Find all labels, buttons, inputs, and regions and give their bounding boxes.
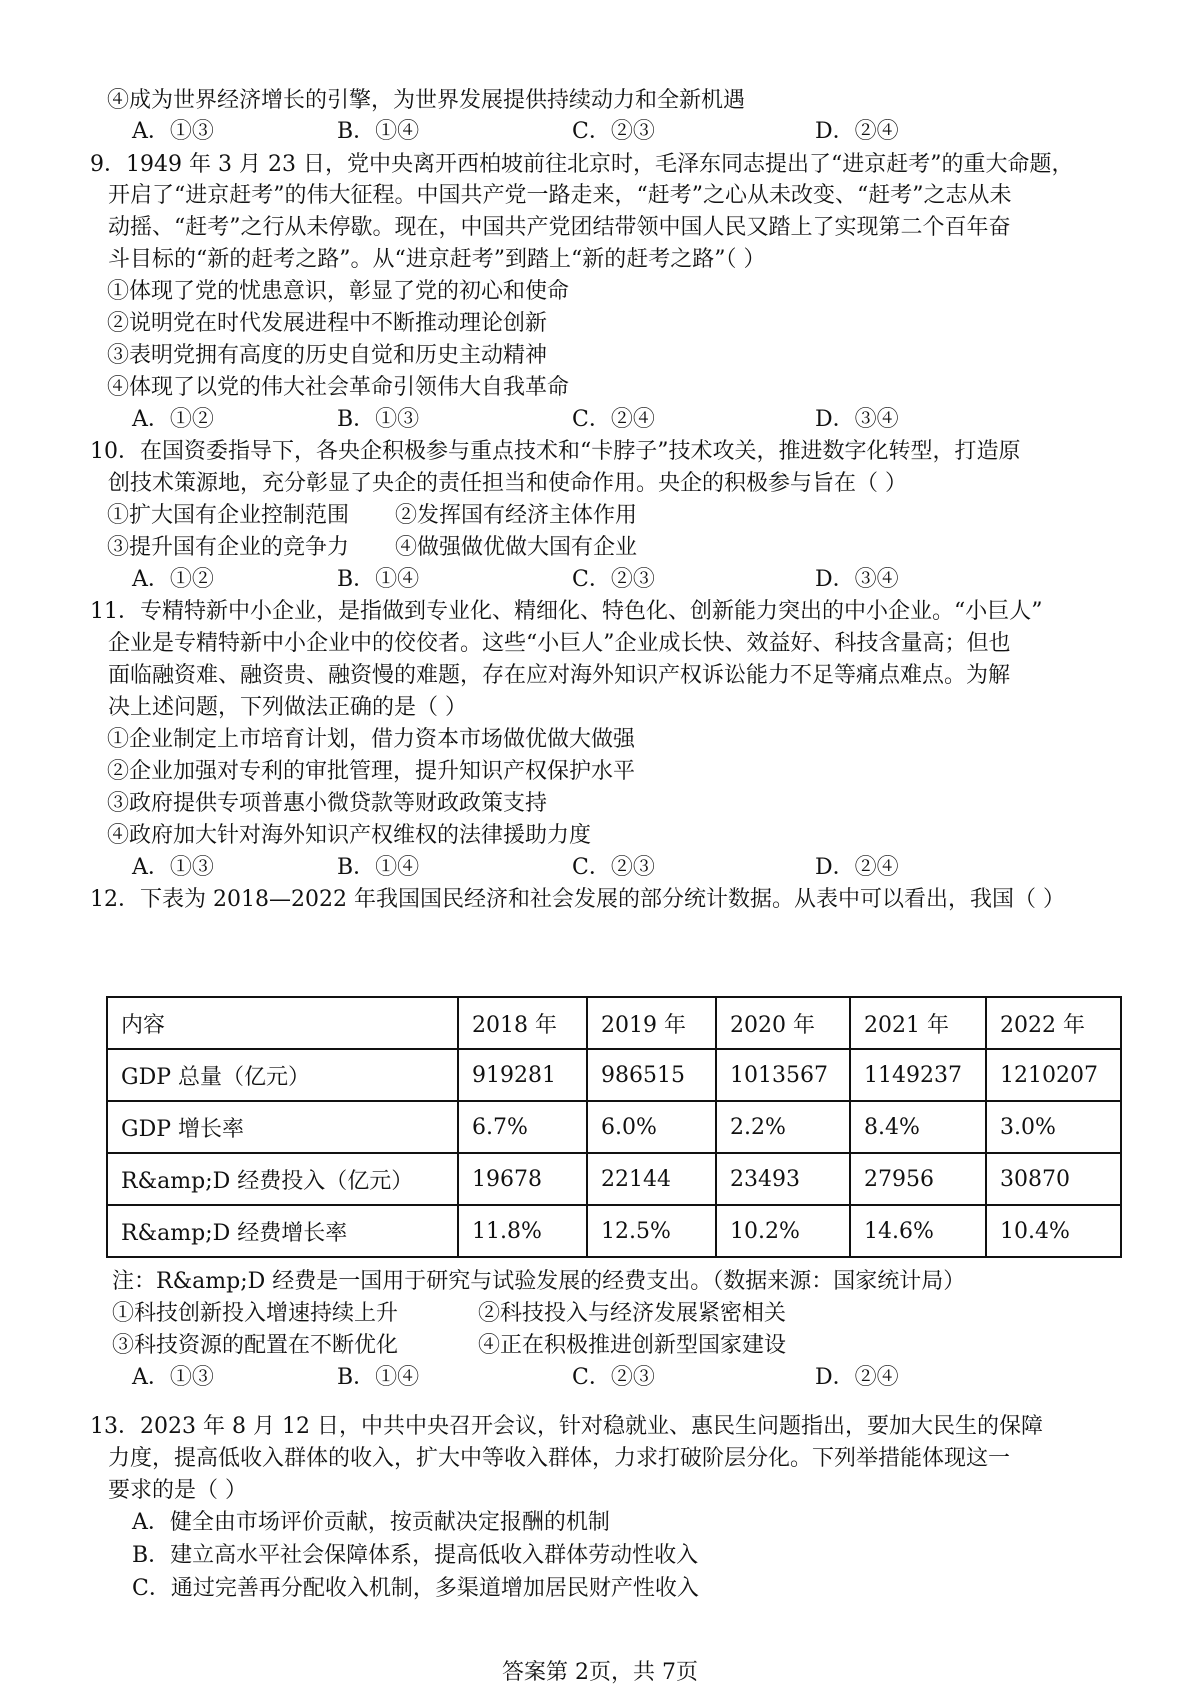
- q12-table-note: 注：R&amp;D 经费是一国用于研究与试验发展的经费支出。（数据来源：国家统计局）: [112, 1269, 966, 1294]
- option-c: C．②③: [572, 1365, 655, 1390]
- table-cell: 3.0%: [986, 1101, 1121, 1153]
- table-cell: 8.4%: [850, 1101, 986, 1153]
- q12-item-2: ②科技投入与经济发展紧密相关: [478, 1301, 787, 1326]
- table-cell: 30870: [986, 1153, 1121, 1205]
- prev-question-options: [132, 117, 1132, 149]
- option-c: C．②③: [572, 855, 655, 880]
- table-header-cell: 2022 年: [986, 997, 1121, 1049]
- page-footer: 答案第 2页，共 7页: [502, 1660, 698, 1685]
- table-row: [107, 1153, 1121, 1205]
- table-cell: 11.8%: [458, 1205, 587, 1257]
- q9-stem-line-1: 9．1949 年 3 月 23 日，党中央离开西柏坡前往北京时，毛泽东同志提出了“进京赶考”的重大命题，: [90, 152, 1074, 177]
- q13-choice-b: B．建立高水平社会保障体系，提高低收入群体劳动性收入: [132, 1543, 699, 1568]
- q12-item-4: ④正在积极推进创新型国家建设: [478, 1333, 787, 1358]
- table-header-cell: 2020 年: [716, 997, 850, 1049]
- table-header-cell: 2018 年: [458, 997, 587, 1049]
- q10-stem-line-1: 10．在国资委指导下，各央企积极参与重点技术和“卡脖子”技术攻关，推进数字化转型，打造原: [90, 439, 1021, 464]
- q11-item-4: ④政府加大针对海外知识产权维权的法律援助力度: [107, 823, 592, 848]
- table-cell: 919281: [458, 1049, 587, 1101]
- q10-options: [132, 565, 1132, 597]
- q11-item-1: ①企业制定上市培育计划，借力资本市场做优做大做强: [107, 727, 636, 752]
- q12-item-3: ③科技资源的配置在不断优化: [112, 1333, 399, 1358]
- q11-options: [132, 853, 1132, 885]
- table-cell: 2.2%: [716, 1101, 850, 1153]
- table-cell: R&amp;D 经费增长率: [107, 1205, 458, 1257]
- table-row: [107, 1049, 1121, 1101]
- q11-item-3: ③政府提供专项普惠小微贷款等财政政策支持: [107, 791, 548, 816]
- q9-options: [132, 405, 1132, 437]
- q12-item-1: ①科技创新投入增速持续上升: [112, 1301, 399, 1326]
- option-d: D．②④: [815, 119, 899, 144]
- table-header-cell: 2019 年: [587, 997, 716, 1049]
- table-header-cell: 2021 年: [850, 997, 986, 1049]
- table-cell: 6.0%: [587, 1101, 716, 1153]
- q9-stem-line-2: 开启了“进京赶考”的伟大征程。中国共产党一路走来，“赶考”之心从未改变、“赶考”之志从未: [108, 183, 1012, 208]
- option-a: A．①③: [132, 855, 214, 880]
- prev-question-item-4: ④成为世界经济增长的引擎，为世界发展提供持续动力和全新机遇: [107, 88, 746, 113]
- table-cell: GDP 总量（亿元）: [107, 1049, 458, 1101]
- option-b: B．①④: [337, 855, 420, 880]
- table-row: [107, 1101, 1121, 1153]
- option-d: D．②④: [815, 855, 899, 880]
- option-c: C．②④: [572, 407, 655, 432]
- q9-stem-line-3: 动摇、“赶考”之行从未停歇。现在，中国共产党团结带领中国人民又踏上了实现第二个百年奋: [108, 215, 1011, 240]
- table-cell: 14.6%: [850, 1205, 986, 1257]
- q9-item-1: ①体现了党的忧患意识，彰显了党的初心和使命: [107, 279, 570, 304]
- q11-item-2: ②企业加强对专利的审批管理，提升知识产权保护水平: [107, 759, 636, 784]
- option-c: C．②③: [572, 567, 655, 592]
- option-d: D．③④: [815, 567, 899, 592]
- table-cell: 22144: [587, 1153, 716, 1205]
- q13-stem-line-3: 要求的是（ ）: [108, 1478, 247, 1503]
- option-d: D．③④: [815, 407, 899, 432]
- q9-stem-line-4: 斗目标的“新的赶考之路”。从“进京赶考”到踏上“新的赶考之路”（ ）: [108, 247, 766, 272]
- option-b: B．①④: [337, 119, 420, 144]
- table-row: [107, 1205, 1121, 1257]
- option-b: B．①③: [337, 407, 420, 432]
- q10-item-2: ②发挥国有经济主体作用: [395, 503, 638, 528]
- q11-stem-line-2: 企业是专精特新中小企业中的佼佼者。这些“小巨人”企业成长快、效益好、科技含量高；但也: [108, 631, 1011, 656]
- option-d: D．②④: [815, 1365, 899, 1390]
- table-cell: GDP 增长率: [107, 1101, 458, 1153]
- q10-item-4: ④做强做优做大国有企业: [395, 535, 638, 560]
- q13-choice-a: A．健全由市场评价贡献，按贡献决定报酬的机制: [132, 1510, 610, 1535]
- q13-choice-c: C．通过完善再分配收入机制，多渠道增加居民财产性收入: [132, 1576, 699, 1601]
- q13-stem-line-1: 13．2023 年 8 月 12 日，中共中央召开会议，针对稳就业、惠民生问题指出，要加大民生的保障: [90, 1414, 1043, 1439]
- q9-item-3: ③表明党拥有高度的历史自觉和历史主动精神: [107, 343, 548, 368]
- q10-item-3: ③提升国有企业的竞争力: [107, 535, 350, 560]
- table-cell: 986515: [587, 1049, 716, 1101]
- option-b: B．①④: [337, 567, 420, 592]
- q9-item-4: ④体现了以党的伟大社会革命引领伟大自我革命: [107, 375, 570, 400]
- table-cell: 12.5%: [587, 1205, 716, 1257]
- q10-stem-line-2: 创技术策源地，充分彰显了央企的责任担当和使命作用。央企的积极参与旨在（ ）: [108, 471, 907, 496]
- option-c: C．②③: [572, 119, 655, 144]
- table-cell: 6.7%: [458, 1101, 587, 1153]
- q12-options: [132, 1363, 1132, 1395]
- table-cell: 1013567: [716, 1049, 850, 1101]
- q13-stem-line-2: 力度，提高低收入群体的收入，扩大中等收入群体，力求打破阶层分化。下列举措能体现这一: [108, 1446, 1011, 1471]
- option-b: B．①④: [337, 1365, 420, 1390]
- statistics-table: [106, 996, 1122, 1258]
- table-header-row: [107, 997, 1121, 1049]
- table-cell: 1149237: [850, 1049, 986, 1101]
- option-a: A．①③: [132, 119, 214, 144]
- table-cell: 27956: [850, 1153, 986, 1205]
- table-cell: 1210207: [986, 1049, 1121, 1101]
- q10-item-1: ①扩大国有企业控制范围: [107, 503, 350, 528]
- table-cell: 10.4%: [986, 1205, 1121, 1257]
- q11-stem-line-4: 决上述问题，下列做法正确的是（ ）: [108, 695, 467, 720]
- q12-stem: 12．下表为 2018—2022 年我国国民经济和社会发展的部分统计数据。从表中可以看出，我国（ ）: [90, 887, 1065, 912]
- table-cell: 19678: [458, 1153, 587, 1205]
- q11-stem-line-1: 11．专精特新中小企业，是指做到专业化、精细化、特色化、创新能力突出的中小企业。“小巨人”: [90, 599, 1043, 624]
- option-a: A．①②: [132, 567, 214, 592]
- option-a: A．①③: [132, 1365, 214, 1390]
- table-header-cell: 内容: [107, 997, 458, 1049]
- table-cell: 23493: [716, 1153, 850, 1205]
- q9-item-2: ②说明党在时代发展进程中不断推动理论创新: [107, 311, 548, 336]
- table-cell: 10.2%: [716, 1205, 850, 1257]
- option-a: A．①②: [132, 407, 214, 432]
- q11-stem-line-3: 面临融资难、融资贵、融资慢的难题，存在应对海外知识产权诉讼能力不足等痛点难点。为解: [108, 663, 1011, 688]
- table-cell: R&amp;D 经费投入（亿元）: [107, 1153, 458, 1205]
